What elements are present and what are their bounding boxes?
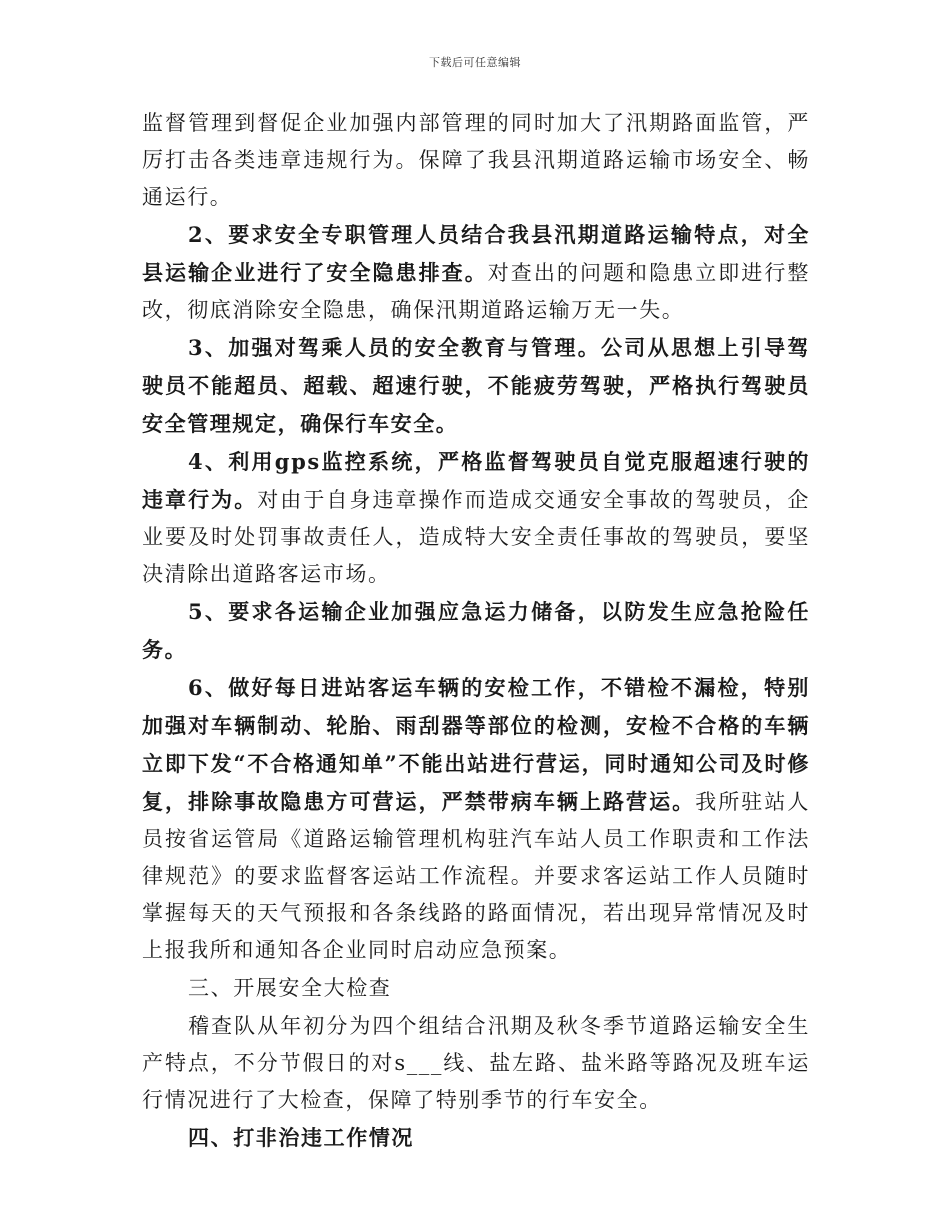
paragraph-item-5: [142, 593, 810, 669]
paragraph-text: 稽查队从年初分为四个组结合汛期及秋冬季节道路运输安全生产特点，不分节假日的对s___线、盐左路、盐米路等路况及班车运行情况进行了大检查，保障了特别季节的行车安全。: [142, 1014, 810, 1112]
document-body: [142, 104, 810, 1157]
paragraph-text: 对由于自身违章操作而造成交通安全事故的驾驶员，企业要及时处罚事故责任人，造成特大安全责任事故的驾驶员，要坚决清除出道路客运市场。: [142, 488, 810, 586]
section-heading-3: [142, 969, 810, 1007]
paragraph-text: 对查出的问题和隐患立即进行整改，彻底消除安全隐患，确保汛期道路运输万无一失。: [142, 261, 810, 322]
paragraph-bold-text: 2、要求安全专职管理人员结合我县汛期道路运输特点，对全县运输企业进行了安全隐患排查。: [142, 222, 810, 285]
paragraph-item-3: [142, 329, 810, 443]
paragraph-bold-text: 4、利用gps监控系统，严格监督驾驶员自觉克服超速行驶的违章行为。: [142, 449, 810, 512]
paragraph-section-3-body: [142, 1007, 810, 1119]
paragraph-bold-text: 5、要求各运输企业加强应急运力储备，以防发生应急抢险任务。: [142, 599, 810, 662]
paragraph-item-6: [142, 669, 810, 969]
paragraph-item-2: [142, 216, 810, 329]
page-header: 下载后可任意编辑: [429, 56, 521, 69]
paragraph-bold-text: 3、加强对驾乘人员的安全教育与管理。公司从思想上引导驾驶员不能超员、超载、超速行驶，不能疲劳驾驶，严格执行驾驶员安全管理规定，确保行车安全。: [142, 335, 810, 436]
section-heading-4: [142, 1119, 810, 1157]
paragraph-bold-text: 6、做好每日进站客运车辆的安检工作，不错检不漏检，特别加强对车辆制动、轮胎、雨刮器等部位的检测，安检不合格的车辆立即下发“不合格通知单”不能出站进行营运，同时通知公司及时修复，排除事故隐患方可营运，严禁带病车辆上路营运。: [142, 675, 810, 814]
paragraph-text: 监督管理到督促企业加强内部管理的同时加大了汛期路面监管，严厉打击各类违章违规行为。保障了我县汛期道路运输市场安全、畅通运行。: [142, 111, 810, 209]
paragraph-intro: [142, 104, 810, 216]
section-heading-text: 四、打非治违工作情况: [188, 1125, 414, 1150]
paragraph-text: 我所驻站人员按省运管局《道路运输管理机构驻汽车站人员工作职责和工作法律规范》的要求监督客运站工作流程。并要求客运站工作人员随时掌握每天的天气预报和各条线路的路面情况，若出现异常情况及时上报我所和通知各企业同时启动应急预案。: [142, 790, 811, 962]
paragraph-item-4: [142, 443, 810, 593]
section-heading-text: 三、开展安全大检查: [188, 976, 392, 1000]
